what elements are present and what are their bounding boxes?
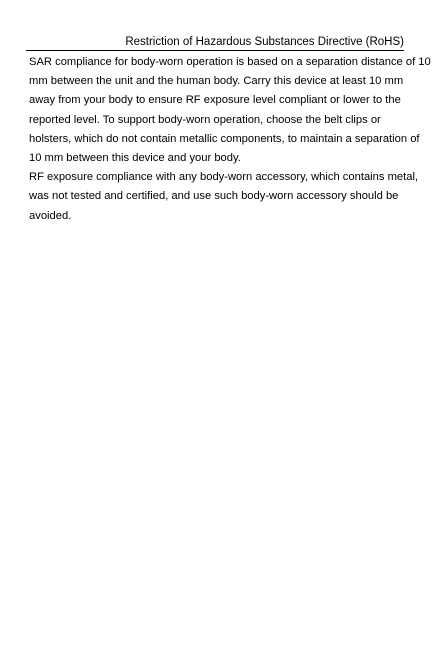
text-line: mm between the unit and the human body. Carry this device at least 10 mm [29, 75, 404, 88]
text-line: reported level. To support body-worn operation, choose the belt clips or [29, 113, 381, 126]
text-line: holsters, which do not contain metallic components, to maintain a separation of [29, 132, 420, 145]
text-line: away from your body to ensure RF exposure level compliant or lower to the [29, 94, 401, 107]
header-divider [26, 50, 404, 51]
text-line: avoided. [29, 209, 72, 222]
text-line: SAR compliance for body-worn operation is based on a separation distance of 10 [29, 56, 431, 68]
text-line: RF exposure compliance with any body-worn accessory, which contains metal, [29, 171, 419, 184]
body-text [29, 53, 431, 226]
paragraph-rf-exposure [29, 168, 419, 226]
running-header: Restriction of Hazardous Substances Directive (RoHS) [125, 36, 404, 48]
text-line: was not tested and certified, and use such body-worn accessory should be [29, 190, 399, 203]
text-line: 10 mm between this device and your body. [29, 152, 241, 165]
paragraph-sar-compliance [29, 53, 431, 168]
